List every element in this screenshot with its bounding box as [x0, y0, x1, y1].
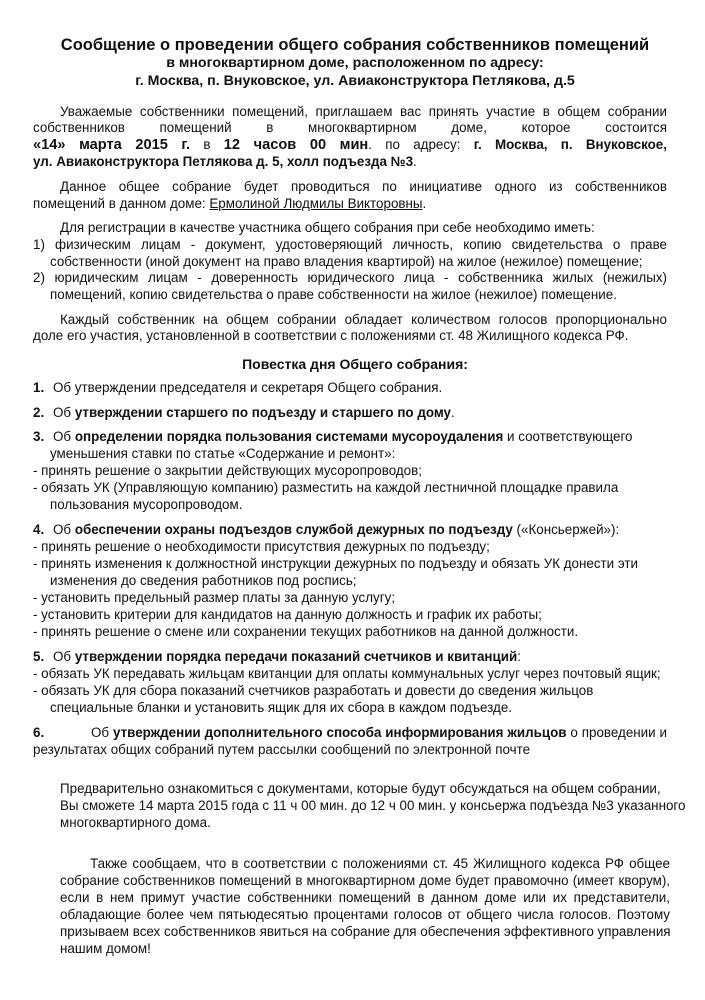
agenda-item-3: 3. Об определении порядка пользования системами мусороудаления и соответствующего: [33, 429, 633, 444]
agenda-item-5-sub1: - обязать УК передавать жильцам квитанции для оплаты коммунальных услуг через почтовый ящик;: [33, 666, 661, 681]
agenda-item-4-sub4: - установить критерии для кандидатов на данную должность и график их работы;: [33, 607, 542, 622]
agenda-item-1: 1. Об утверждении председателя и секретаря Общего собрания.: [33, 380, 443, 395]
closing-p2-line1: Также сообщаем, что в соответствии с положениями ст. 45 Жилищного кодекса РФ общее: [90, 856, 670, 871]
agenda-item-3-line2: уменьшения ставки по статье «Содержание и ремонт»:: [50, 446, 396, 461]
meeting-address: г. Москва, п. Внуковское,: [473, 137, 667, 152]
closing-p1-line2: Вы сможете 14 марта 2015 года с 11 ч 00 мин. до 12 ч 00 мин. у консьержа подъезда №3 указанного: [60, 798, 686, 813]
agenda-heading: Повестка дня Общего собрания:: [242, 356, 468, 372]
closing-p2-line3: если в нем примут участие собственники помещений в данном доме или их представители,: [60, 890, 670, 905]
agenda-item-6: 6. Об утверждении дополнительного способа информирования жильцов о проведении и: [33, 725, 668, 740]
intro-p3-item1-line2: собственности (иной документ на право владения квартирой) на жилое (нежилое) помещение;: [50, 254, 643, 269]
intro-p2-line1: Данное общее собрание будет проводиться по инициативе одного из собственников: [60, 179, 667, 194]
agenda-item-5-sub2-cont: специальные бланки и установить ящик для их сбора в каждом подъезде.: [50, 700, 512, 715]
intro-p1-line4: ул. Авиаконструктора Петлякова д. 5, холл подъезда №3.: [33, 154, 417, 169]
intro-p1-line2: собственников помещений в многоквартирном доме, которое состоится: [33, 120, 667, 135]
meeting-time: 12 часов 00 мин: [223, 137, 369, 153]
intro-p2-line2: помещений в данном доме: Ермолиной Людмилы Викторовны.: [33, 196, 427, 211]
agenda-item-4-sub1: - принять решение о необходимости присутствия дежурных по подъезду;: [33, 539, 490, 554]
meeting-date: «14» марта 2015 г.: [33, 137, 191, 153]
meeting-location: ул. Авиаконструктора Петлякова д. 5, холл подъезда №3: [33, 154, 414, 169]
agenda-item-3-sub2-cont: пользования мусоропроводом.: [50, 497, 243, 512]
agenda-item-5: 5. Об утверждении порядка передачи показаний счетчиков и квитанций:: [33, 649, 521, 664]
agenda-item-4-sub5: - принять решение о смене или сохранении текущих работников на данной должности.: [33, 624, 579, 639]
intro-p1-line1: Уважаемые собственники помещений, приглашаем вас принять участие в общем собрании: [60, 104, 667, 119]
intro-p4-line1: Каждый собственник на общем собрании обладает количеством голосов пропорционально: [60, 312, 667, 327]
intro-p3-item2-line2: помещений, копию свидетельства о праве собственности на жилое (нежилое) помещение.: [50, 287, 617, 302]
intro-p1-line3: «14» марта 2015 г. в 12 часов 00 мин. по адресу: г. Москва, п. Внуковское,: [33, 137, 667, 153]
agenda-item-3-sub2: - обязать УК (Управляющую компанию) разместить на каждой лестничной площадке правила: [33, 480, 619, 495]
closing-p1-line1: Предварительно ознакомиться с документами, которые будут обсуждаться на общем собрании,: [60, 781, 661, 796]
closing-p1-line3: многоквартирного дома.: [60, 815, 211, 830]
closing-p2-line2: собрание собственников помещений в многоквартирном доме будет правомочно (имеет кворум),: [60, 873, 670, 888]
document-address: г. Москва, п. Внуковское, ул. Авиаконструктора Петлякова, д.5: [135, 73, 575, 89]
agenda-item-6-line2: результатах общих собраний путем рассылки сообщений по электронной почте: [33, 742, 531, 757]
closing-p2-line4: обладающие более чем пятьюдесятью процентами голосов от общего числа голосов. Поэтому: [60, 907, 670, 922]
agenda-item-3-sub1: - принять решение о закрытии действующих мусоропроводов;: [33, 463, 422, 478]
agenda-item-4-sub3: - установить предельный размер платы за данную услугу;: [33, 590, 396, 605]
document-title: Сообщение о проведении общего собрания собственников помещений: [60, 36, 650, 54]
agenda-item-5-sub2: - обязать УК для сбора показаний счетчиков разработать и довести до сведения жильцов: [33, 683, 594, 698]
closing-p2-line5: призываем всех собственников явиться на собрание для обеспечения эффективного управления: [60, 924, 671, 939]
agenda-item-4-sub2: - принять изменения к должностной инструкции дежурных по подъезду и обязать УК донести эти: [33, 556, 639, 571]
agenda-item-4: 4. Об обеспечении охраны подъездов службой дежурных по подъезду («Консьержей»):: [33, 522, 620, 537]
intro-p4-line2: доле его участия, установленной в соответствии с положениями ст. 48 Жилищного кодекса РФ.: [33, 328, 629, 343]
agenda-item-4-sub2-cont: изменения до сведения работников под роспись;: [50, 573, 357, 588]
intro-p3-item1-line1: 1) физическим лицам - документ, удостоверяющий личность, копию свидетельства о праве: [33, 237, 667, 252]
closing-p2-line6: нашим домом!: [60, 941, 151, 956]
initiator-name: Ермолиной Людмилы Викторовны: [209, 196, 423, 211]
document-subtitle: в многоквартирном доме, расположенном по адресу:: [166, 55, 544, 71]
intro-p3-item2-line1: 2) юридическим лицам - доверенность юридического лица - собственника жилых (нежилых): [33, 270, 667, 285]
intro-p3-line1: Для регистрации в качестве участника общего собрания при себе необходимо иметь:: [60, 220, 595, 235]
agenda-item-2: 2. Об утверждении старшего по подъезду и старшего по дому.: [33, 405, 455, 420]
